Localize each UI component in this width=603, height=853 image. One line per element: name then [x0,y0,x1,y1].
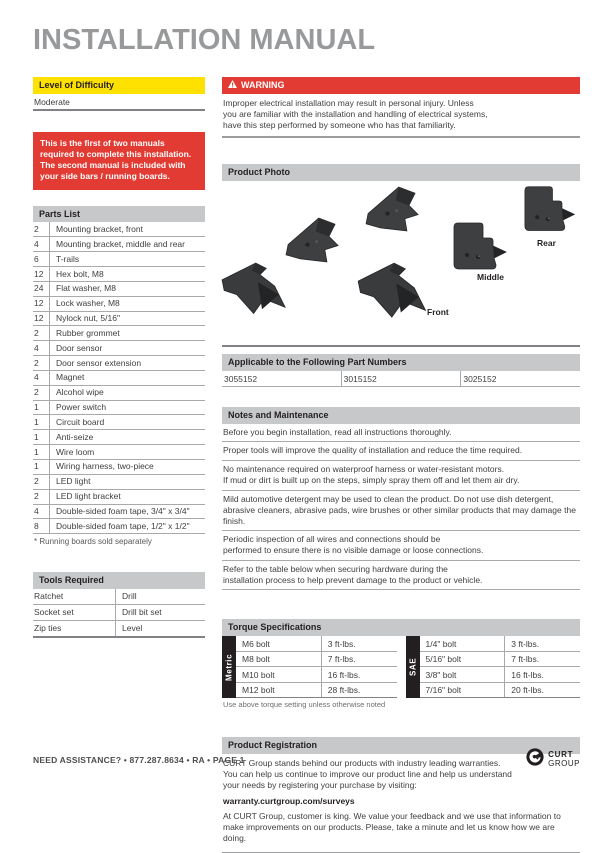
note-item: No maintenance required on waterproof harness or water-resistant motors. If mud or dirt is built up on the steps, simply spray them off and let them air dry. [222,461,580,491]
part-number: 3055152 [222,371,342,387]
tools-row: Ratchet Drill [33,589,205,605]
parts-row: 2 Mounting bracket, front [33,222,205,237]
parts-row: 4 Door sensor [33,341,205,356]
registration-feedback-text: At CURT Group, customer is king. We value your feedback and we use that information to make improvements on our products. Please, take a minute and let us know how we are doing. [223,811,561,844]
note-item: Before you begin installation, read all instructions thoroughly. [222,424,580,443]
warning-text: Improper electrical installation may result in personal injury. Unless you are familiar with the installation and handling of electrical systems, have this step performed by someone who has that familiarity. [222,94,580,138]
two-manuals-notice: This is the first of two manuals required to complete this installation. The second manual is included with your side bars / running boards. [33,132,205,190]
page-title: INSTALLATION MANUAL [33,24,376,56]
torque-header: Torque Specifications [222,619,580,636]
torque-row: 5/16" bolt 7 ft-lbs. [420,652,581,668]
torque-section [222,619,580,709]
registration-text: CURT Group stands behind our products with industry leading warranties. You can help us continue to improve our product line and help us understand your needs by registering your purchase by visiting: [223,757,512,791]
difficulty-header: Level of Difficulty [33,77,205,94]
parts-row: 8 Double-sided foam tape, 1/2" x 1/2" [33,519,205,534]
parts-row: 2 Rubber grommet [33,326,205,341]
difficulty-value: Moderate [33,94,205,111]
curt-group-logo-text: CURT GROUP [548,750,580,768]
warning-header: WARNING [222,77,580,94]
part-numbers-row [222,371,580,388]
parts-list-header: Parts List [33,206,205,223]
notes-header: Notes and Maintenance [222,407,580,424]
parts-row: 1 Wiring harness, two-piece [33,460,205,475]
curt-group-logo [526,748,580,771]
torque-row: 3/8" bolt 16 ft-lbs. [420,667,581,683]
label-front: Front [427,306,449,317]
brackets-illustration [222,181,580,345]
product-photo-header: Product Photo [222,164,580,181]
parts-footnote: * Running boards sold separately [34,537,152,547]
parts-row: 24 Flat washer, M8 [33,282,205,297]
parts-row: 6 T-rails [33,252,205,267]
torque-row: M12 bolt 28 ft-lbs. [236,683,397,698]
registration-header: Product Registration [222,737,580,754]
parts-row: 1 Wire loom [33,445,205,460]
tools-header: Tools Required [33,572,205,589]
warning-icon [228,80,237,91]
left-column [33,77,205,853]
torque-metric-table [222,636,397,698]
parts-row: 4 Magnet [33,371,205,386]
product-photo-section [222,164,580,347]
metric-label: Metric [222,636,236,698]
parts-row: 12 Lock washer, M8 [33,297,205,312]
torque-row: M6 bolt 3 ft-lbs. [236,636,397,652]
parts-row: 1 Anti-seize [33,430,205,445]
curt-group-logo-icon [526,748,544,771]
label-middle: Middle [477,271,504,282]
parts-list-section [33,206,205,547]
sae-label: SAE [406,636,420,698]
notes-section [222,407,580,590]
parts-row: 12 Nylock nut, 5/16" [33,312,205,327]
part-number: 3015152 [342,371,462,387]
label-rear: Rear [537,237,556,248]
torque-row: M10 bolt 16 ft-lbs. [236,667,397,683]
parts-row: 2 Alcohol wipe [33,386,205,401]
product-photo [222,181,580,347]
parts-row: 4 Mounting bracket, middle and rear [33,237,205,252]
part-numbers-section [222,354,580,387]
note-item: Periodic inspection of all wires and connections should be performed to ensure there is no visible damage or loose connections. [222,531,580,561]
page-footer [33,748,580,771]
parts-row: 1 Power switch [33,401,205,416]
torque-row: M8 bolt 7 ft-lbs. [236,652,397,668]
torque-row: 1/4" bolt 3 ft-lbs. [420,636,581,652]
registration-url: warranty.curtgroup.com/surveys [223,796,355,807]
tools-row: Zip ties Level [33,621,205,638]
difficulty-section [33,77,205,111]
note-item: Proper tools will improve the quality of installation and reduce the time required. [222,442,580,461]
note-item: Mild automotive detergent may be used to clean the product. Do not use dish detergent, abrasive cleaners, abrasive pads, wire brushes or other similar products that may damage the finish. [222,491,580,532]
torque-sae-table [406,636,581,698]
torque-footnote: Use above torque setting unless otherwise noted [223,700,386,710]
part-numbers-header: Applicable to the Following Part Numbers [222,354,580,371]
parts-row: 2 LED light bracket [33,490,205,505]
parts-row: 12 Hex bolt, M8 [33,267,205,282]
parts-row: 4 Double-sided foam tape, 3/4" x 3/4" [33,505,205,520]
note-item: Refer to the table below when securing hardware during the installation process to help prevent damage to the product or vehicle. [222,561,580,591]
warning-section [222,77,580,138]
parts-row: 1 Circuit board [33,415,205,430]
parts-row: 2 LED light [33,475,205,490]
footer-assistance-text: NEED ASSISTANCE? • 877.287.8634 • RA • PAGE 1 [33,754,245,765]
parts-row: 2 Door sensor extension [33,356,205,371]
tools-row: Socket set Drill bit set [33,605,205,621]
torque-row: 7/16" bolt 20 ft-lbs. [420,683,581,698]
right-column [222,77,580,853]
part-number: 3025152 [463,373,497,384]
tools-required-section [33,572,205,637]
